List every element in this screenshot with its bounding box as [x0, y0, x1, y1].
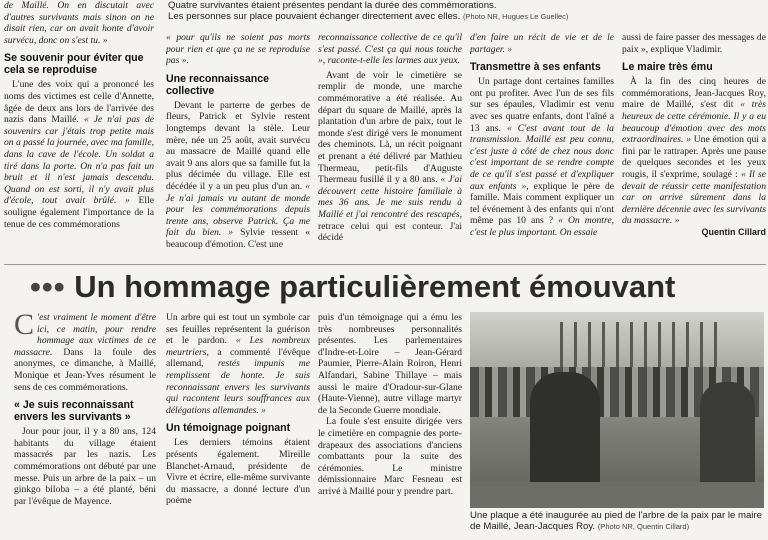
upper-col5-mid: Une émotion qui a fini par le rattraper. Après une pause de quelques secondes et les yeux rougis, il s'exprime, soulagé :	[622, 134, 766, 180]
upper-col3-quote: « J'ai découvert cette histoire familiale à mes 36 ans. Je me suis rendu à Maillé et j'ai rencontré des rescapés,	[318, 174, 462, 220]
upper-col5-intro: aussi de faire passer des messages de paix », explique Vladimir.	[622, 32, 766, 55]
upper-col5-signature: Quentin Cillard	[701, 226, 766, 237]
upper-col1-end: Elle souligne également l'importance de la tenue de ces commémorations	[4, 195, 154, 230]
photo-caption	[470, 510, 764, 538]
lower-col2-paragraph-1	[166, 312, 310, 416]
top-caption	[168, 0, 768, 26]
upper-col2-text: Devant le parterre de gerbes de fleurs, Patrick et Sylvie restent longtemps devant la stèle. Leur mère, née un 25 août, avait survécu au massacre de Maillé quand elle avait 9 ans alors que sa famille fut la plus décimée du village. Elle est décédée il y a un peu plus d'un an.	[166, 99, 310, 192]
photo-caption-paragraph	[470, 510, 764, 532]
upper-col2-intro: « pour qu'ils ne soient pas morts pour rien et que ça ne se reproduise pas ».	[166, 32, 310, 67]
upper-column-1	[4, 0, 154, 265]
upper-col4-end: explique le père de famille. Mais comment expliquer un tel événement à des enfants qui n'ont même pas 10 ans ?	[470, 180, 614, 227]
upper-col1-paragraph	[4, 79, 154, 230]
upper-col5-quote: « très heureux de cette cérémonie. Il y a eu beaucoup d'émotion avec des mots extraordinaires. »	[622, 99, 766, 146]
lower-col1-lead	[14, 312, 156, 393]
upper-col3-end: retrace celui qui est conteur. J'ai décidé	[318, 220, 462, 244]
lower-col2-heading: Un témoignage poignant	[166, 422, 291, 435]
upper-col1-heading: Se souvenir pour éviter que cela se reproduise	[4, 52, 144, 77]
lower-column-2	[166, 312, 310, 538]
upper-col2-end: Sylvie ressent « beaucoup d'émotion. C'est une	[166, 227, 310, 250]
upper-col3-text: Avant de voir le cimetière se remplir de monde, une marche commémorative a été réalisée. Au départ du square de Maillé, après la plantation d'un arbre de paix, tout le monde s'est dirigé vers le monument des cheminots. Là, un récit poignant et prenant a été délivré par Mathieu Thermeau, petit-fils d'Auguste Thermeau fusillé il y a 80 ans.	[318, 69, 462, 186]
upper-col5-heading: Le maire très ému	[622, 61, 713, 74]
headline-dots: •••	[30, 269, 66, 304]
lower-col1-heading: « Je suis reconnaissant envers les survivants »	[14, 399, 134, 424]
headline-text: Un hommage particulièrement émouvant	[74, 269, 676, 304]
lower-col1-text: Dans la foule des anonymes, ce dimanche, à Maillé, Monique et Jean-Yves résument le sens de ces commémorations.	[14, 346, 156, 393]
upper-col4-heading: Transmettre à ses enfants	[470, 61, 601, 74]
upper-col3-intro: reconnaissance collective de ce qu'il s'est passé. C'est ça qui nous touche », raconte-t-elle les larmes aux yeux.	[318, 32, 462, 67]
photo-caption-text: Une plaque a été inaugurée au pied de l'arbre de la paix par le maire de Maillé, Jean-Jacques Roy.	[470, 510, 762, 532]
ceremony-photo	[470, 312, 764, 508]
upper-column-4	[470, 32, 614, 265]
upper-col4-paragraph	[470, 76, 614, 238]
upper-col2-heading: Une reconnaissance collective	[166, 72, 270, 97]
article-headline	[30, 267, 750, 307]
headline-rule	[4, 264, 766, 265]
upper-col1-text: L'une des voix qui a prononcé les noms des victimes est celle d'Annette, âgée de deux ans lors de l'arrivée des nazis dans Maillé.	[4, 79, 154, 126]
lower-col2-quote-2: restés impunis me remplissent de honte. Je suis reconnaissant envers les survivants qui racontent leurs souffrances aux délégations allemandes. »	[166, 358, 310, 416]
photo-ground	[470, 482, 764, 508]
photo-caption-credit: (Photo NR, Quentin Cillard)	[597, 522, 690, 531]
upper-column-2	[166, 32, 310, 265]
top-caption-credit: (Photo NR, Hugues Le Guellec)	[462, 12, 569, 21]
lower-column-1	[14, 312, 156, 538]
lower-col2-quote: « Les nombreux meurtriers,	[166, 335, 310, 358]
upper-col4-quote-2: « On montre, c'est le plus important. On essaie	[470, 215, 614, 238]
upper-column-5	[622, 32, 766, 265]
lower-col2-text: Un arbre qui est tout un symbole car ses feuilles représentent la guérison et le pardon.	[166, 312, 310, 347]
top-caption-line-2	[168, 11, 768, 22]
upper-col5-quote-2: « Il se devait de réussir cette manifestation car on arrive sûrement dans la dernière décennie avec les survivants du massacre. »	[622, 168, 766, 227]
upper-col5-paragraph	[622, 76, 766, 227]
upper-col1-quote: « Je n'ai pas de souvenirs car j'étais trop petite mais on a passé la journée, avec ma famille, dans la cave de l'école. Un soldat a tiré dans la porte. On n'a pas fait un bruit et il n'est jamais descendu. Quand on est sorti, il n'y avait plus d'école, tout avait brûlé. »	[4, 114, 154, 207]
lower-column-3	[318, 312, 462, 538]
upper-col4-text: Un partage dont certaines familles ont pu profiter. Avec l'un de ses fils sur ses épaules, Vladimir est venu avec ses quatre enfants, dont l'aîné a 13 ans.	[470, 76, 614, 134]
upper-col3-paragraph	[318, 70, 462, 244]
top-caption-line-1: Quatre survivantes étaient présentes pendant la durée des commémorations.	[168, 0, 497, 11]
top-caption-line-2-text: Les personnes sur place pouvaient échanger directement avec elles.	[168, 11, 461, 22]
lower-col1-paragraph: Jour pour jour, il y a 80 ans, 124 habitants du village étaient massacrés par les nazis. Les commémorations ont débuté par une messe. Puis un arbre de la paix – un ginkgo biloba – a été planté, béni par l'évêque de Mayence.	[14, 426, 156, 507]
upper-col2-quote: « Je n'ai jamais vu autant de monde pour les commémorations depuis trente ans, observe Patrick. Ça me fait du bien. »	[166, 180, 310, 239]
upper-col4-quote: « C'est avant tout de la transmission. Maillé est peu connu, c'est juste à côté de chez nous donc c'est important de se rendre compte de ce qu'il s'est passé et d'expliquer aux enfants »,	[470, 122, 614, 192]
lower-col3-paragraph-2: La foule s'est ensuite dirigée vers le cimetière en compagnie des porte-drapeaux des associations d'anciens combattants pour la suite des cérémonies. Le ministre démissionnaire Marc Fesneau est arrivé à Maillé pour y prendre part.	[318, 416, 462, 497]
upper-col2-paragraph	[166, 100, 310, 251]
lower-col1-quote: 'est vraiment le moment d'être ici, ce matin, pour rendre hommage aux victimes de ce massacre.	[14, 312, 156, 358]
lower-col2-paragraph-2: Les derniers témoins étaient présents également. Mireille Blanchet-Arnaud, présidente de Vivre et écrire, elle-même survivante du massacre, a donné lecture d'un poème	[166, 437, 310, 507]
lower-col3-paragraph-1: puis d'un témoignage qui a ému les très nombreuses personnalités présentes. Les parlementaires d'Indre-et-Loire – Jean-Gérard Paumier, Pierre-Alain Roiron, Henri Alfandari, Sabine Thillaye – mais aussi le maire d'Oradour-sur-Glane (Haute-Vienne), autre village martyr de la Seconde Guerre mondiale.	[318, 312, 462, 416]
lower-col2-mid: a commenté l'évêque allemand,	[166, 346, 310, 370]
upper-col1-intro: de Maillé. On en discutait avec d'autres survivants mais sinon on ne disait rien, car on avait honte d'avoir survécu, donc on s'est tu. »	[4, 0, 154, 46]
upper-col4-intro: d'en faire un récit de vie et de le partager. »	[470, 32, 614, 55]
upper-col5-text: À la fin des cinq heures de commémorations, Jean-Jacques Roy, maire de Maillé, s'est dit	[622, 76, 766, 111]
lower-col1-dropcap: C	[14, 312, 35, 341]
upper-column-3	[318, 32, 462, 265]
